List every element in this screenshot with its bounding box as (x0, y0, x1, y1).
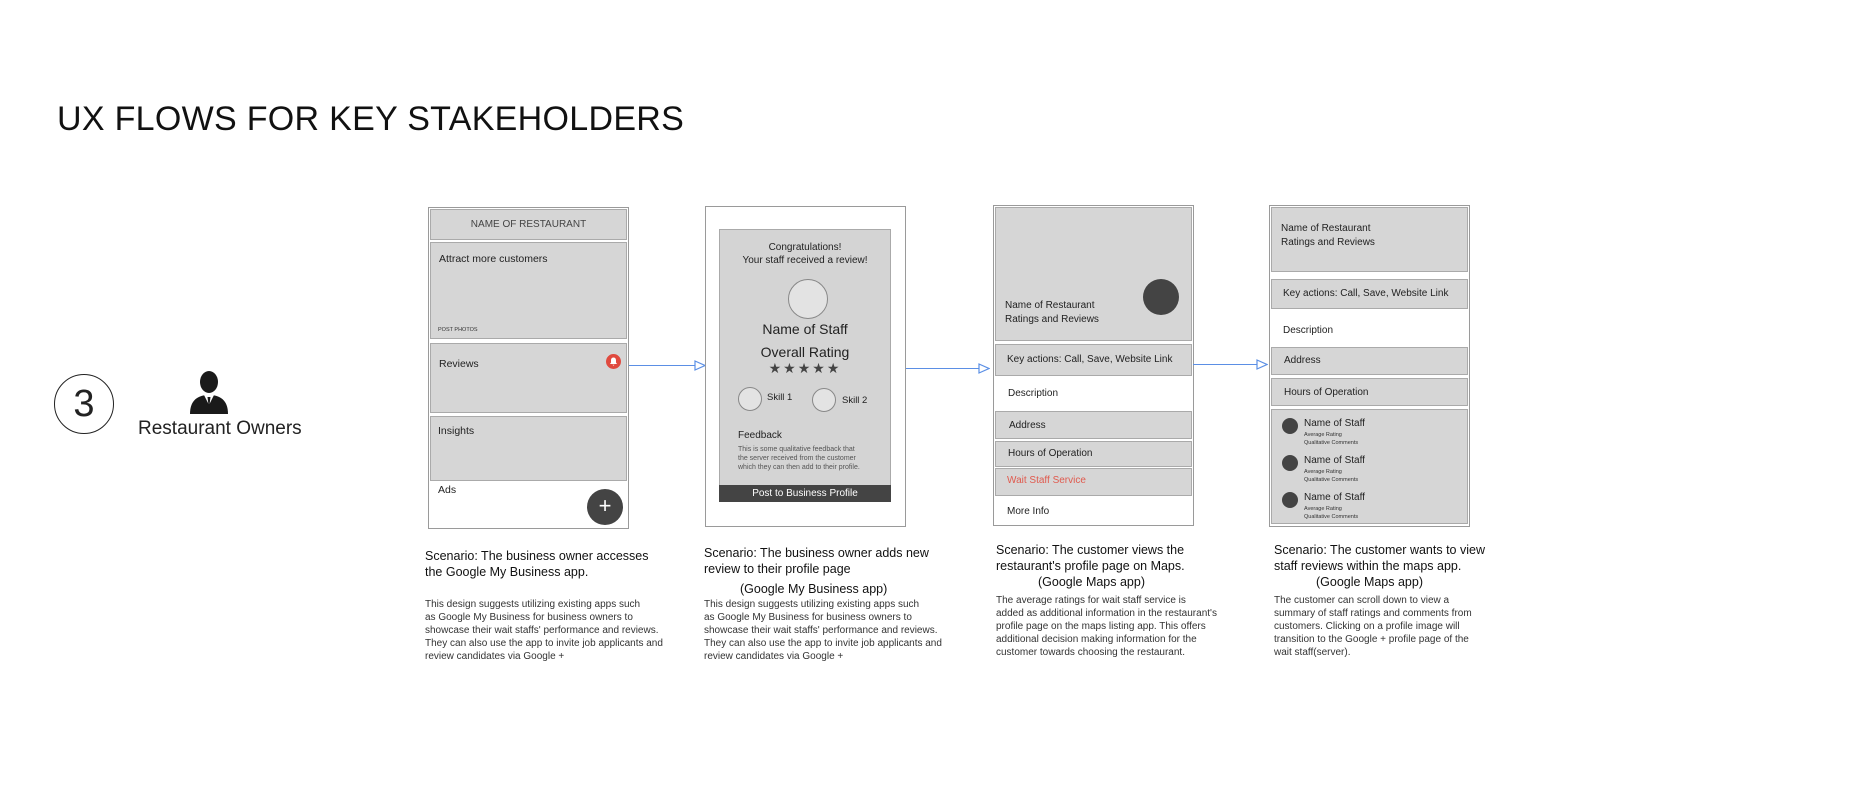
restaurant-avatar[interactable] (1143, 279, 1179, 315)
maps-header (995, 207, 1192, 341)
skill-1-icon (738, 387, 762, 411)
caption-1 (425, 548, 665, 663)
list-item[interactable] (1272, 453, 1467, 487)
body-line: profile page on the maps listing app. This offers (996, 621, 1206, 632)
list-item[interactable] (1272, 490, 1467, 524)
staff-avatar[interactable] (1282, 492, 1298, 508)
body-line: additional decision making information for the (996, 634, 1197, 645)
body-line: showcase their wait staffs' performance and reviews. (425, 625, 659, 636)
ads-label[interactable]: Ads (438, 484, 457, 496)
address-row[interactable] (995, 411, 1192, 439)
screen-new-review (705, 206, 906, 527)
attract-customers-card[interactable] (430, 242, 627, 339)
reviews-header (1271, 207, 1468, 272)
review-card (719, 229, 891, 497)
body-line: They can also use the app to invite job applicants and (425, 638, 663, 649)
feedback-label: Feedback (738, 430, 782, 441)
body-line: summary of staff ratings and comments from (1274, 608, 1472, 619)
body-line: review candidates via Google + (704, 651, 844, 662)
body-line: as Google My Business for business owners to (704, 612, 912, 623)
scenario-title-line-2: review to their profile page (704, 562, 851, 576)
hours-row[interactable] (1271, 378, 1468, 406)
staff-avatar[interactable] (1282, 455, 1298, 471)
key-actions-bar (1271, 279, 1468, 309)
skill-1-label: Skill 1 (767, 392, 793, 403)
overall-rating-label: Overall Rating (760, 344, 850, 360)
staff-comments: Qualitative Comments (1304, 514, 1359, 520)
scenario-title-line-1: Scenario: The customer wants to view (1274, 543, 1485, 557)
restaurant-name: Name of Restaurant (1281, 223, 1371, 234)
scenario-title-line-2: staff reviews within the maps app. (1274, 559, 1462, 573)
wait-staff-row[interactable] (995, 468, 1192, 496)
body-line: customers. Clicking on a profile image will (1274, 621, 1460, 632)
business-person-icon (188, 370, 230, 414)
reviews-label: Reviews (439, 358, 479, 370)
staff-avatar[interactable] (1282, 418, 1298, 434)
address-label: Address (1284, 355, 1321, 366)
page-title: UX FLOWS FOR KEY STAKEHOLDERS (57, 100, 685, 138)
more-info-row[interactable]: More Info (1007, 506, 1050, 517)
ratings-reviews-label: Ratings and Reviews (1005, 314, 1099, 325)
body-line: The customer can scroll down to view a (1274, 595, 1450, 606)
add-fab-button[interactable] (587, 489, 623, 525)
insights-card[interactable] (430, 416, 627, 481)
staff-rating: Average Rating (1304, 432, 1342, 438)
scenario-title-line-3: (Google My Business app) (740, 582, 888, 596)
post-to-profile-label: Post to Business Profile (752, 488, 858, 499)
screen-staff-reviews (1269, 205, 1470, 527)
caption-3 (996, 542, 1236, 659)
restaurant-name: Name of Restaurant (1005, 300, 1095, 311)
body-line: added as additional information in the restaurant's (996, 608, 1217, 619)
scenario-body (425, 598, 665, 663)
body-line: transition to the Google + profile page of the (1274, 634, 1469, 645)
congrats-line-2: Your staff received a review! (742, 255, 868, 266)
staff-name: Name of Staff (762, 321, 848, 337)
bell-icon[interactable] (606, 354, 621, 369)
scenario-title-line-1: Scenario: The business owner accesses (425, 549, 649, 563)
arrow-head-icon (978, 363, 990, 374)
feedback-line-3: which they can then add to their profile. (738, 464, 860, 471)
scenario-title-line-1: Scenario: The business owner adds new (704, 546, 929, 560)
caption-4 (1274, 542, 1514, 659)
scenario-title-line-3: (Google Maps app) (1316, 575, 1424, 589)
post-photos-link[interactable]: POST PHOTOS (438, 327, 478, 333)
description-row[interactable]: Description (1283, 325, 1334, 336)
flow-arrow-2 (906, 368, 982, 369)
staff-rating: Average Rating (1304, 469, 1342, 475)
restaurant-name-header: NAME OF RESTAURANT (470, 219, 587, 230)
skill-2-icon (812, 388, 836, 412)
staff-rating: Average Rating (1304, 506, 1342, 512)
hours-label: Hours of Operation (1008, 448, 1093, 459)
list-item[interactable] (1272, 416, 1467, 450)
star-rating: ★★★★★ (768, 360, 842, 376)
post-to-profile-button[interactable] (719, 485, 891, 502)
staff-comments: Qualitative Comments (1304, 477, 1359, 483)
reviews-card[interactable] (430, 343, 627, 413)
flow-arrow-1 (629, 365, 698, 366)
address-row[interactable] (1271, 347, 1468, 375)
congrats-line-1: Congratulations! (768, 242, 842, 253)
address-label: Address (1009, 420, 1046, 431)
scenario-title-line-2: the Google My Business app. (425, 565, 589, 579)
body-line: review candidates via Google + (425, 651, 565, 662)
description-row[interactable]: Description (1008, 388, 1059, 399)
staff-avatar[interactable] (788, 279, 828, 319)
caption-2 (704, 545, 944, 663)
staff-comments: Qualitative Comments (1304, 440, 1359, 446)
scenario-title-line-3: (Google Maps app) (1038, 575, 1146, 589)
scenario-title-line-2: restaurant's profile page on Maps. (996, 559, 1185, 573)
plus-icon: + (598, 493, 612, 518)
body-line: This design suggests utilizing existing apps such (425, 599, 641, 610)
screen-google-my-business (428, 207, 629, 529)
key-actions-label[interactable]: Key actions: Call, Save, Website Link (1283, 288, 1449, 299)
hours-label: Hours of Operation (1284, 387, 1369, 398)
persona-label: Restaurant Owners (138, 418, 302, 439)
ratings-reviews-label: Ratings and Reviews (1281, 237, 1375, 248)
body-line: showcase their wait staffs' performance and reviews. (704, 625, 938, 636)
step-number-circle: 3 (54, 374, 114, 434)
restaurant-header (430, 209, 627, 240)
body-line: customer towards choosing the restaurant. (996, 647, 1185, 658)
feedback-line-1: This is some qualitative feedback that (738, 446, 855, 453)
skill-2-label: Skill 2 (842, 395, 868, 406)
screen-maps-profile (993, 205, 1194, 526)
scenario-body (996, 594, 1236, 659)
arrow-head-icon (1256, 359, 1268, 370)
wait-staff-label: Wait Staff Service (1007, 475, 1086, 486)
scenario-body (1274, 594, 1514, 659)
key-actions-label[interactable]: Key actions: Call, Save, Website Link (1007, 354, 1173, 365)
body-line: as Google My Business for business owners to (425, 612, 633, 623)
body-line: They can also use the app to invite job applicants and (704, 638, 942, 649)
staff-name: Name of Staff (1304, 492, 1365, 503)
scenario-body (704, 598, 944, 663)
key-actions-bar (995, 344, 1192, 376)
staff-name: Name of Staff (1304, 455, 1365, 466)
feedback-line-2: the server received from the customer (738, 455, 856, 462)
body-line: The average ratings for wait staff service is (996, 595, 1186, 606)
flow-arrow-3 (1193, 364, 1260, 365)
attract-customers-label: Attract more customers (439, 253, 548, 265)
staff-name: Name of Staff (1304, 418, 1365, 429)
staff-list (1271, 409, 1468, 524)
body-line: wait staff(server). (1274, 647, 1351, 658)
body-line: This design suggests utilizing existing apps such (704, 599, 920, 610)
hours-row[interactable] (995, 441, 1192, 467)
scenario-title-line-1: Scenario: The customer views the (996, 543, 1185, 557)
insights-label: Insights (438, 425, 475, 437)
